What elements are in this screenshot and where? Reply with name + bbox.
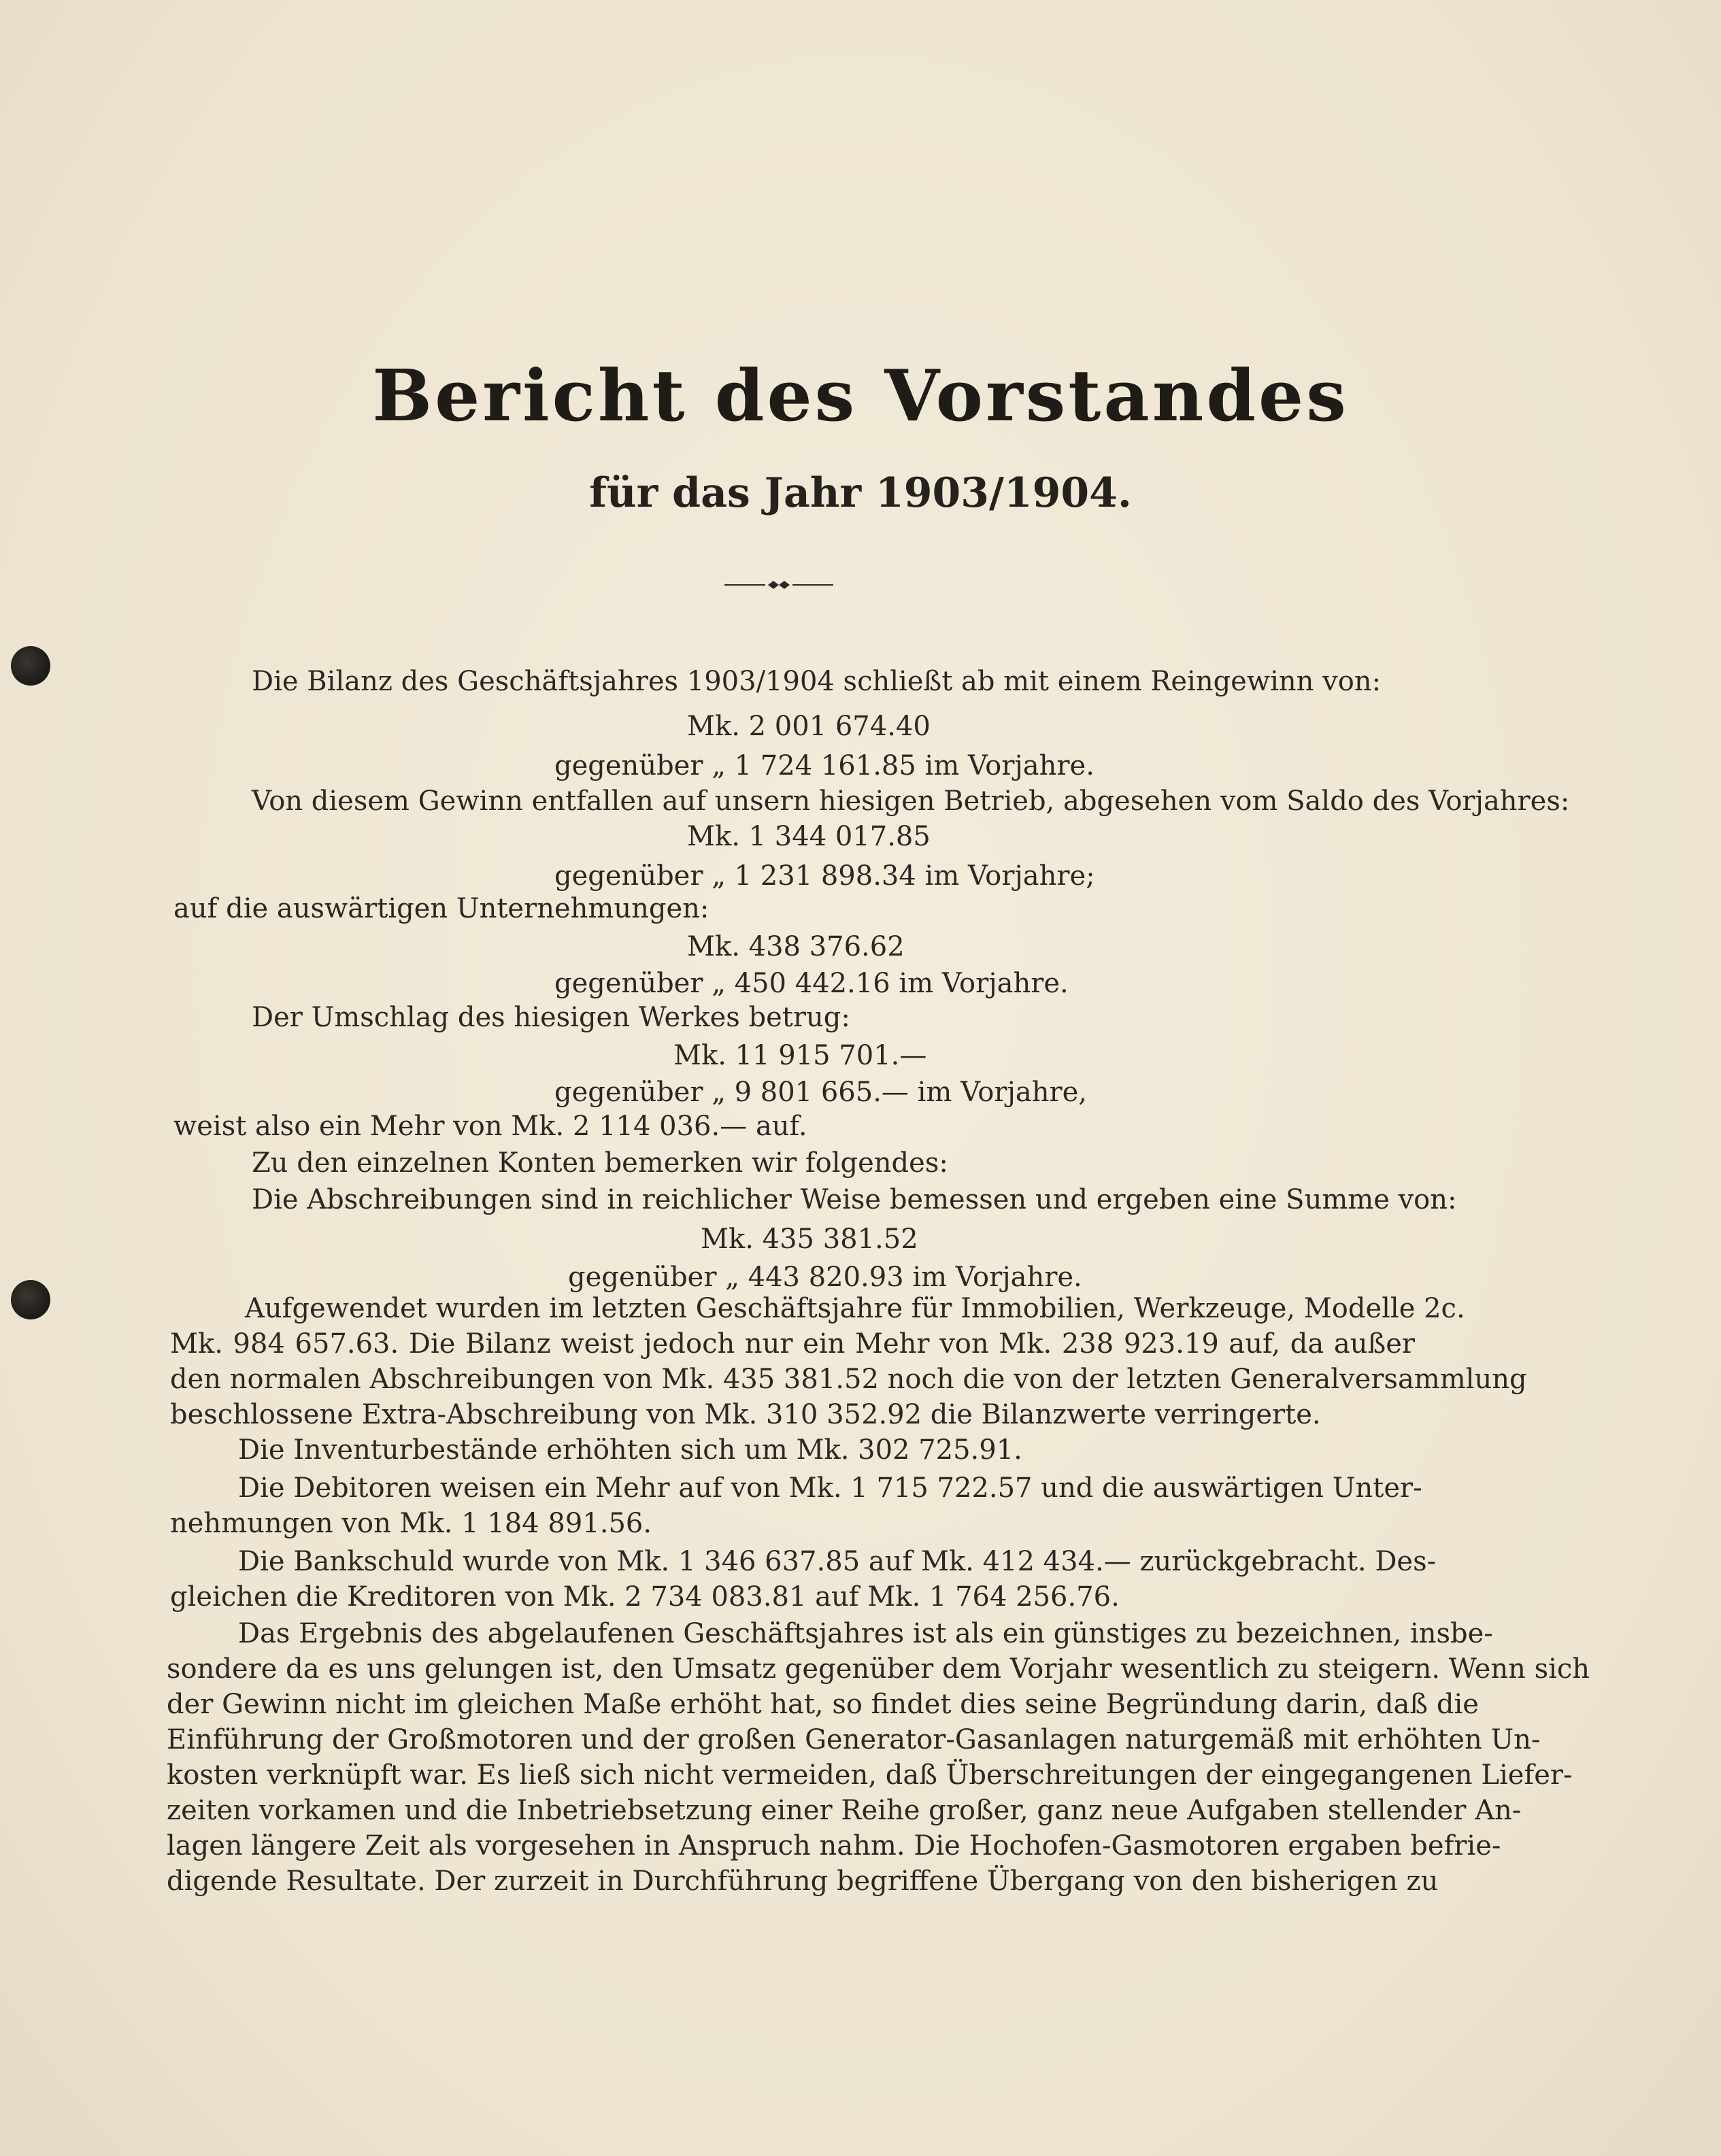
text-line: gleichen die Kreditoren von Mk. 2 734 083.81 auf Mk. 1 764 256.76. bbox=[170, 1581, 1120, 1613]
amount-line: Mk. 435 381.52 bbox=[701, 1224, 918, 1255]
text-line: lagen längere Zeit als vorgesehen in Anspruch nahm. Die Hochofen-Gasmotoren ergaben befrie- bbox=[167, 1830, 1501, 1862]
text-line: weist also ein Mehr von Mk. 2 114 036.— auf. bbox=[173, 1111, 807, 1142]
text-line: Die Inventurbestände erhöhten sich um Mk. 302 725.91. bbox=[238, 1434, 1022, 1466]
text-line: Mk. 984 657.63. Die Bilanz weist jedoch nur ein Mehr von Mk. 238 923.19 auf, da außer bbox=[170, 1328, 1415, 1360]
text-line: zeiten vorkamen und die Inbetriebsetzung einer Reihe großer, ganz neue Aufgaben stellender An- bbox=[167, 1795, 1522, 1826]
text-line: Der Umschlag des hiesigen Werkes betrug: bbox=[252, 1002, 850, 1033]
amount-line: Mk. 11 915 701.— bbox=[673, 1040, 927, 1071]
text-line: den normalen Abschreibungen von Mk. 435 381.52 noch die von der letzten Generalversammlung bbox=[170, 1364, 1527, 1395]
text-line: Aufgewendet wurden im letzten Geschäftsjahre für Immobilien, Werkzeuge, Modelle 2c. bbox=[245, 1293, 1465, 1324]
text-line: Die Bankschuld wurde von Mk. 1 346 637.85 auf Mk. 412 434.— zurückgebracht. Des- bbox=[238, 1546, 1437, 1577]
text-line: Einführung der Großmotoren und der großen Generator-Gasanlagen naturgemäß mit erhöhten Un- bbox=[167, 1724, 1541, 1755]
amount-line: Mk. 438 376.62 bbox=[687, 931, 905, 962]
text-line: auf die auswärtigen Unternehmungen: bbox=[173, 893, 709, 924]
text-line: Die Debitoren weisen ein Mehr auf von Mk. 1 715 722.57 und die auswärtigen Unter- bbox=[238, 1472, 1422, 1504]
text-line: der Gewinn nicht im gleichen Maße erhöht hat, so findet dies seine Begründung darin, daß die bbox=[167, 1689, 1479, 1720]
report-title: Bericht des Vorstandes bbox=[372, 354, 1349, 437]
text-line: digende Resultate. Der zurzeit in Durchführung begriffene Übergang von den bisherigen zu bbox=[167, 1866, 1439, 1897]
comparison-line: gegenüber „ 1 231 898.34 im Vorjahre; bbox=[554, 860, 1095, 892]
text-line: beschlossene Extra-Abschreibung von Mk. 310 352.92 die Bilanzwerte verringerte. bbox=[170, 1399, 1321, 1430]
amount-line: Mk. 1 344 017.85 bbox=[687, 821, 931, 852]
amount-line: Mk. 2 001 674.40 bbox=[687, 711, 931, 742]
text-line: Die Bilanz des Geschäftsjahres 1903/1904 schließt ab mit einem Reingewinn von: bbox=[252, 666, 1382, 697]
text-line: Die Abschreibungen sind in reichlicher Weise bemessen und ergeben eine Summe von: bbox=[252, 1184, 1457, 1215]
report-subtitle: für das Jahr 1903/1904. bbox=[589, 469, 1132, 517]
text-line: Von diesem Gewinn entfallen auf unsern hiesigen Betrieb, abgesehen vom Saldo des Vorjahres: bbox=[252, 786, 1570, 817]
text-line: kosten verknüpft war. Es ließ sich nicht vermeiden, daß Überschreitungen der eingegangenen Liefer- bbox=[167, 1759, 1573, 1791]
comparison-line: gegenüber „ 9 801 665.— im Vorjahre, bbox=[554, 1077, 1088, 1108]
comparison-line: gegenüber „ 450 442.16 im Vorjahre. bbox=[554, 968, 1069, 999]
comparison-line: gegenüber „ 443 820.93 im Vorjahre. bbox=[568, 1262, 1082, 1293]
text-line: Zu den einzelnen Konten bemerken wir folgendes: bbox=[252, 1147, 948, 1179]
text-line: nehmungen von Mk. 1 184 891.56. bbox=[170, 1508, 652, 1539]
text-line: Das Ergebnis des abgelaufenen Geschäftsjahres ist als ein günstiges zu bezeichnen, insbe- bbox=[238, 1618, 1493, 1649]
text-line: sondere da es uns gelungen ist, den Umsatz gegenüber dem Vorjahr wesentlich zu steigern. Wenn sich bbox=[167, 1653, 1590, 1685]
comparison-line: gegenüber „ 1 724 161.85 im Vorjahre. bbox=[554, 750, 1095, 781]
